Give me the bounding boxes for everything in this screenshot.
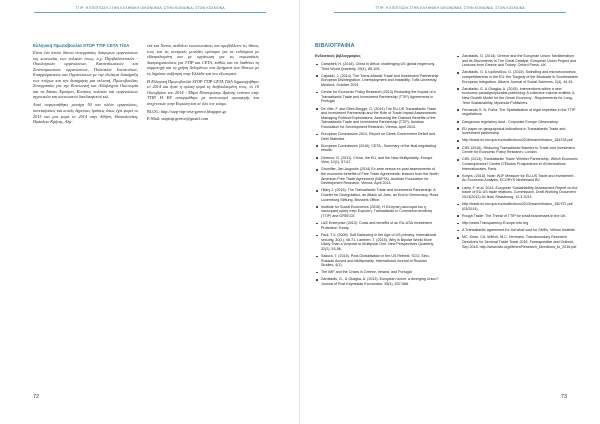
list-item: Zarotiadis, G. (2014). Greece and the European Union: Neoliberalism and its Discontents In The Great Catalyst. European Union Project and Lessons from Greece and Turkey. Oxford Press, UK. [456,54,578,68]
reference-link[interactable]: MC. Kean, CA. Wilrich, M.C. Hermann, Transboundary Research Directions for Sectoral Trade Trade 2016. Farmapositive and Outlook, Sep 2016. http://www.wto.org/Mmex/Research_Directions_to_2016.pdf [456,235,578,249]
paragraph: Η Ελληνική Πρωτοβουλία STOP TTIP CETA TiSA δημιουργήθηκε το 2014 και ήταν η πρώτη φορά τη διαβουλευμένη τους, το 10 Οκτωβρίου του 2014 - Μέρα Πανευρώπης Δράσης ενάντια στην TTIP. Η ΕΕ συναρμόθηκε με συντονισμό προσφυγής και ανιχνευτών στην Ευρώπη και σε όλο τον κόσμο. [147,78,259,106]
email-link[interactable]: E-Mail: stopttip.greece@gmail.com [147,116,209,122]
header-rule-right [334,12,566,13]
list-item: Gereros, G. (2011). China, the EU, and the New Multipolarity. Europe View, 10(1), 57-67. [315,156,440,165]
list-item: EU paper on geographical indications in Transatlantic Trade and Investment partnership. [456,127,578,136]
list-item: Lamy, F. et al. 2014. European Sustainability Assessment Report on the future of EU-US trade relations. Commission, Draft Working Document 2013(2012) 64 final, Strasbourg, 12.3.2013. [456,186,578,200]
list-item: European Commission (2016), CETA - Summary of the final negotiating results. [315,144,440,153]
list-item: Paul, T.V. (2005). Soft Balancing in the Age of US primacy. International security, 30(1), 46-71. Lambert, T. (2015). Why is Bipolar World More Likely Than a Unipolar or Multipolar One. New Perspectives Quarterly, 32(2), 53-56. [315,233,440,251]
blog-link[interactable]: BLOG: http://stop-ttip-ceta-greece.blogspot.gr [147,108,227,114]
bibliography-intro: Ενδεικτικές βιβλιογραφίες [315,54,361,58]
list-item: Dangerous regulatory dust - Corporate Europe Observatory. [456,120,578,125]
list-item: Kotyra, (2016). Note: WJF Measure for EU-US Trade and Investment - An Economic Analysis, ECORYS Netherland BV [456,174,578,183]
bibliography-heading: ΒΙΒΛΙΟΓΡΑΦΙΑ [315,43,355,49]
list-item: Zarotiadis, G. & Gkagka, A. (2015). Interventions within a new economic paradigm/pluralist publishing. A collective volume entitled: A New Growth Model for the Greek Economy - Requirements for Long-Term Sustainability. Mpumula Publishers. [456,87,578,105]
list-item: L&E Enterprise (2013). Costs and benefits of an EU-USA Investment Protection Treaty. [315,221,440,230]
page-number-left: 72 [33,394,40,400]
list-item: A Transatlantic agreement for but what cost for SMEs, Vellum Institute. [456,228,578,233]
list-item: Zarotiadis, G., & Gkagka, A. (2013). European Union: a diverging Union? Journal of Post Keynesian Economics, 35(4), 537-568. [315,277,440,286]
paragraph: ετά και Χανιά, αυθόλου ενωσεωνάκεις και προβάλλουν τις θέσεις τους και τις κεντρικές μονάδες ορίστηκε για τα ενδιάμεσα με εξάσφαλισμένη και με οργάνωση για τις ευρωπαϊκές διαπραγματεύσεις για TTIP και CETA, καθώς και να διαθέσει τη συμμετοχή και τη χρήση δεδομένων στα ζητήματα των θέσεων με τη δημόσια συζήτηση στην Ελλάδα και στο εξωτερικό. [147,43,259,76]
list-item: Hilary J. (2015). The Transatlantic Trade and Investment Partnership: A Charter for Deregulation, an Attack on Jobs, an End to Democracy. Rosa Luxemburg Stiftung, Brussels Office. [315,188,440,202]
left-column-2 [147,43,259,124]
running-head-right: ΤΤΙΡ: Η ΕΠΙΠΤΩΣΗ ΣΤΗΝ ΕΛΛΗΝΙΚΗ ΟΙΚΟΝΟΜΙΑ, ΣΤΗΝ ΚΟΙΝΩΝΙΑ, ΣΤΟΝ ΚΟΣΜΟΝΑ [375,6,525,10]
reference-link[interactable]: http://www.Transparency-Europe-info.org [456,221,578,226]
header-rule-left [34,12,266,13]
list-item: Campbell, H. (2016). China in Africa: challenging US global hegemony. Third World Quarterly, 29(1), 89-105. [315,62,440,71]
list-item: CIEL (2013). Transatlantic Trade: Whither Partnership, Which Economic Consequences? Centre D'Études Prospectives et d'Informations Internationales, Paris. [456,157,578,171]
list-item: Capaldo, J. (2014). The Trans-Atlantic Trade and Investment Partnership: European Disintegration, Unemployment and Instability. Tufts University, Medford, October 2014 [315,74,440,88]
right-column-1 [315,54,440,289]
reference-link[interactable]: http://trade.ec.europa.eu/doclib/docs/2013/march/tradoc_150737.pdf (03/2014). [456,202,578,211]
section-heading-coalition: Ελληνική Πρωτοβουλία STOP TTIP CETA TiSA [33,43,130,48]
list-item: Centre for Economic Policy Research (2013) Reducting the Impact of a Transatlantic Trade and Investment Partnership (TTIP) Agreements in Portugal [315,90,440,104]
left-column-1 [33,43,138,127]
right-column-2 [456,54,578,252]
list-item: The IMF and the Crises in Greece, Ireland, and Portugal [315,270,440,275]
reference-list-2 [456,54,578,249]
paragraph: Αυτό συγκροτήθηκε μονάχα 50 και πλέον οργανώσεις, συνεταίρισεις και κοινές δημόσιες δράσεις όπως έχει φορεί το 2015 και μια φορά το 2014 στην Αθήνα, Θεσσαλονίκη, Ηράκλειο Κρήτης, Αλμ- [33,102,138,125]
list-item: Institute for Social Economics (2015), H Ελληνική οικονομία και η οικονομική κρίση στην Ευρώπη: Transatlantic in Commerce-σύνθεση (TTIP) and GREECE [315,205,440,219]
page-number-right: 73 [560,394,567,400]
list-item: Zarotiadis, G. & Ιορδανίδου, G. (2015). Swindling and microeconomics competitiveness in the EU: the Tragedy of the Blockade in Southeastern European Integration. Athens Journal of Social Sciences, 2(4), 44-51. [456,70,578,84]
list-item: Sakura, T. (2015). Post-Globalisation in the US Retreat, SCO, Sino-Russian Accord and Multipolarity. International Journal of Russian Studies, 4(1). [315,254,440,268]
list-item: CIEL (2016). Reducing Transatlantic Barriers to Trade and Investment. Centre for Economic Policy Research, London. [456,146,578,155]
list-item: Rough Trade: The Threat of TTIP for small businesses in the UK. [456,214,578,219]
reference-list-1 [315,62,440,287]
paragraph: Είναι ένα άτυπο δίκτυο συνεργασίας διάφορων οργανώσεων της κοινωνίας των πολιτών όπως, π.χ. Περιβαλλοντικών - Οικολογικών οργανώσεων, Καταναλωτικών και Συνεταιριστικών οργανώσεων, Πολιτικών Ινστιτούτων, Επαγγελματικών και Οργανώσεων με την ιδιότητα διακήρυξη των στόχων και την διατηρηση μια εκλιοπή, Πρωτοβουλίας Συνεργασίας για την Κοινωνική και Αλληλέγγυα Οικονομία και τα Δίκαιο Εμπόριο, Κινήσεις πολιτών και οργανώσεων αγροτικών και κοινωνικού διεκδικητικού κτλ. [33,50,138,100]
list-item: Fernanda G. N. Folha. The Spatialisation of legal expertise in the TTIP negotiations. [456,108,578,117]
list-item: Grumiller, Jan-Augustin (2014) Ex-ante versus ex-post assessments of the economic benefits of Free Trade Agreements: lessons from the North American Free Trade Agreement (NAFTA), Austrian Foundation for Development Research, Vienna, April 2014. [315,167,440,185]
list-item: De Ville, F. and Siles-Brugge, G. (2014) The EU-US Transatlantic Trade and Investment Partnership and the Role of Trade Impact Assessments: Managing Political Expectations, Assessing the Claimed Benefits of the Transatlantic Trade and Investment Partnership (TTIP), Austrian Foundation for Development Research, Vienna, April 2014. [315,107,440,130]
reference-link[interactable]: http://trade.ec.europa.eu/doclib/docs/2016/march/tradoc_154378.pdf [456,138,578,143]
list-item: European Commission 2014, Report on Greek Government Deficit and Debt Statistics [315,132,440,141]
running-head-left: ΤΤΙΡ: Η ΕΠΙΠΤΩΣΗ ΣΤΗΝ ΕΛΛΗΝΙΚΗ ΟΙΚΟΝΟΜΙΑ, ΣΤΗΝ ΚΟΙΝΩΝΙΑ, ΣΤΟΝ ΚΟΣΜΟΝΑ [75,6,225,10]
right-page [300,0,600,424]
